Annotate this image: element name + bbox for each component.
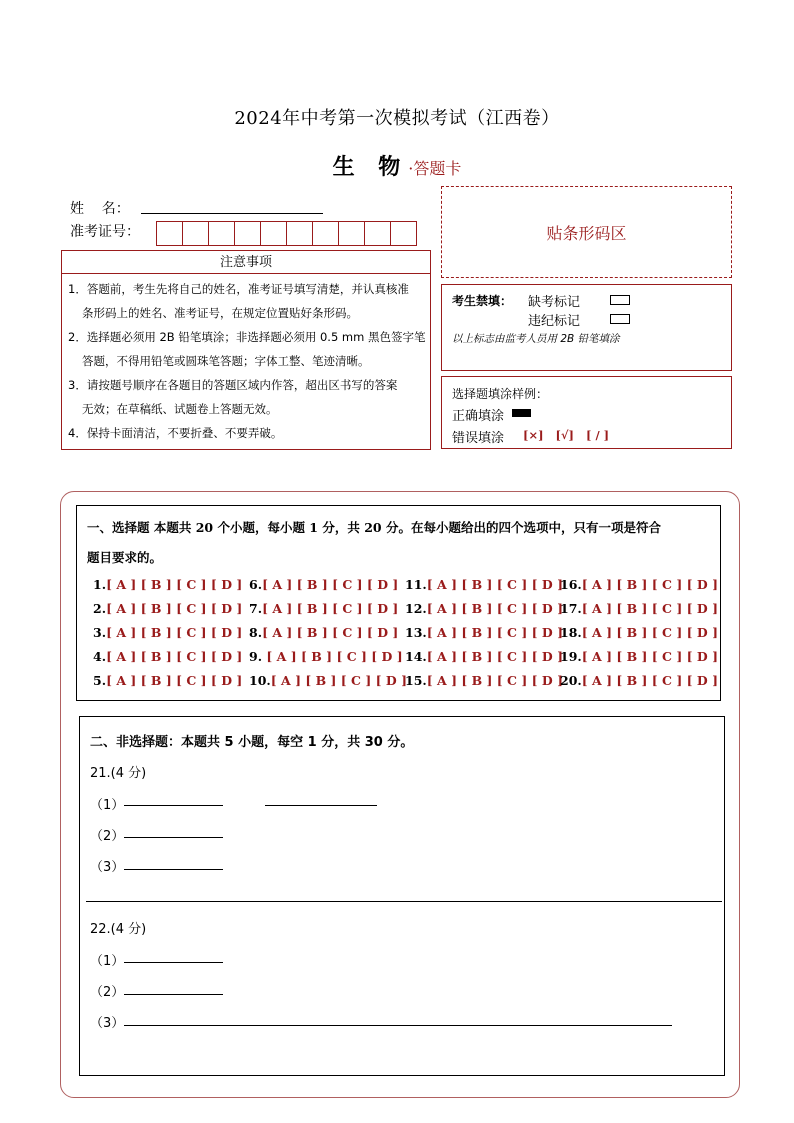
question-number: 8. (249, 625, 263, 640)
answer-options[interactable]: [ A ] [ B ] [ C ] [ D ] (106, 673, 243, 688)
answer-options[interactable]: [ A ] [ B ] [ C ] [ D ] (106, 577, 243, 592)
question-number: 3. (93, 625, 107, 640)
choice-question (560, 601, 718, 616)
choice-question (560, 625, 718, 640)
question-number: 20. (560, 673, 582, 688)
subject-title (0, 150, 794, 181)
page-title: 2024年中考第一次模拟考试（江西卷） (234, 108, 560, 129)
answer-options[interactable]: [ A ] [ B ] [ C ] [ D ] (581, 625, 718, 640)
barcode-area (441, 186, 732, 278)
choice-question (93, 577, 242, 592)
question-number: 11. (405, 577, 427, 592)
q22-answer-line[interactable] (124, 962, 223, 963)
answer-options[interactable]: [ A ] [ B ] [ C ] [ D ] (262, 601, 399, 616)
barcode-label: 贴条形码区 (546, 224, 627, 243)
notice-line: 4．保持卡面清洁，不要折叠、不要弄破。 (68, 426, 283, 440)
answer-options[interactable]: [ A ] [ B ] [ C ] [ D ] (581, 601, 718, 616)
question-number: 5. (93, 673, 107, 688)
proctor-marks-box (441, 284, 732, 371)
choice-question (93, 649, 242, 664)
choice-question (405, 673, 563, 688)
answer-options[interactable]: [ A ] [ B ] [ C ] [ D ] (106, 649, 243, 664)
answer-options[interactable]: [ A ] [ B ] [ C ] [ D ] (106, 601, 243, 616)
q21-answer-line[interactable] (124, 869, 223, 870)
question-number: 19. (560, 649, 582, 664)
q21-label: 21.(4 分) (90, 766, 147, 781)
absent-label: 缺考标记 (528, 295, 581, 310)
answer-options[interactable]: [ A ] [ B ] [ C ] [ D ] (426, 673, 563, 688)
proctor-note: 以上标志由监考人员用 2B 铅笔填涂 (452, 333, 620, 345)
absent-mark-box[interactable] (610, 295, 630, 305)
proctor-label: 考生禁填： (452, 294, 513, 308)
subject-name: 生 物 (332, 154, 409, 180)
choice-question (249, 577, 398, 592)
answer-options[interactable]: [ A ] [ B ] [ C ] [ D ] (106, 625, 243, 640)
choice-question (249, 601, 398, 616)
question-number: 15. (405, 673, 427, 688)
answer-options[interactable]: [ A ] [ B ] [ C ] [ D ] (581, 673, 718, 688)
wrong-mark: [ / ] (586, 428, 610, 442)
choice-question (93, 601, 242, 616)
non-choice-instruction: 二、非选择题：本题共 5 小题，每空 1 分，共 30 分。 (90, 735, 414, 750)
q22-answer-line[interactable] (124, 1025, 672, 1026)
violation-label: 违纪标记 (528, 314, 581, 329)
answer-options[interactable]: [ A ] [ B ] [ C ] [ D ] (262, 577, 399, 592)
id-label: 准考证号： (70, 224, 140, 240)
answer-options[interactable]: [ A ] [ B ] [ C ] [ D ] (581, 577, 718, 592)
answer-options[interactable]: [ A ] [ B ] [ C ] [ D ] (270, 673, 407, 688)
q22-part-label: （3） (90, 1016, 125, 1031)
q22-part-label: （2） (90, 985, 125, 1000)
id-digit-box[interactable] (156, 221, 183, 246)
choice-question (405, 649, 563, 664)
notice-line: 2．选择题必须用 2B 铅笔填涂；非选择题必须用 0.5 mm 黑色签字笔 (68, 330, 426, 344)
q22-answer-line[interactable] (124, 994, 223, 995)
fill-sample-box (441, 376, 732, 449)
answer-options[interactable]: [ A ] [ B ] [ C ] [ D ] (266, 649, 403, 664)
question-number: 17. (560, 601, 582, 616)
answer-options[interactable]: [ A ] [ B ] [ C ] [ D ] (262, 625, 399, 640)
q21-part-label: （3） (90, 860, 125, 875)
notice-line: 3．请按题号顺序在各题目的答题区域内作答，超出区书写的答案 (68, 378, 398, 392)
question-number: 12. (405, 601, 427, 616)
card-label: ·答题卡 (408, 159, 462, 178)
choice-instruction-line2: 题目要求的。 (87, 550, 163, 565)
notice-line: 条形码上的姓名、准考证号，在规定位置贴好条形码。 (82, 306, 358, 320)
choice-question (405, 577, 563, 592)
question-number: 7. (249, 601, 263, 616)
choice-question (93, 673, 242, 688)
sample-title: 选择题填涂样例： (452, 387, 549, 401)
choice-section (76, 505, 721, 701)
notice-line: 1．答题前，考生先将自己的姓名，准考证号填写清楚，并认真核准 (68, 282, 409, 296)
notice-heading (61, 250, 431, 274)
id-digit-box[interactable] (338, 221, 365, 246)
choice-question (249, 673, 407, 688)
answer-options[interactable]: [ A ] [ B ] [ C ] [ D ] (426, 625, 563, 640)
question-number: 13. (405, 625, 427, 640)
question-number: 4. (93, 649, 107, 664)
question-number: 2. (93, 601, 107, 616)
question-number: 1. (93, 577, 107, 592)
q22-label: 22.(4 分) (90, 922, 147, 937)
q21-part-label: （2） (90, 829, 125, 844)
id-digit-box[interactable] (182, 221, 209, 246)
id-digit-box[interactable] (234, 221, 261, 246)
choice-question (93, 625, 242, 640)
q22-part-label: （1） (90, 954, 125, 969)
id-digit-box[interactable] (312, 221, 339, 246)
name-label: 姓 名： (70, 201, 130, 217)
choice-question (249, 625, 398, 640)
question-number: 18. (560, 625, 582, 640)
choice-question (560, 673, 718, 688)
question-divider (86, 901, 722, 902)
non-choice-section (79, 716, 725, 1076)
id-digit-box[interactable] (208, 221, 235, 246)
correct-fill-label: 正确填涂 (452, 409, 505, 424)
q21-answer-line[interactable] (265, 805, 377, 806)
id-number-boxes[interactable] (156, 221, 416, 246)
notice-line: 答题，不得用铅笔或圆珠笔答题；字体工整、笔迹清晰。 (82, 354, 370, 368)
notice-line: 无效；在草稿纸、试题卷上答题无效。 (82, 402, 278, 416)
id-digit-box[interactable] (390, 221, 417, 246)
choice-question (405, 601, 563, 616)
choice-question (405, 625, 563, 640)
question-number: 16. (560, 577, 582, 592)
answer-options[interactable]: [ A ] [ B ] [ C ] [ D ] (581, 649, 718, 664)
choice-instruction-line1: 一、选择题 本题共 20 个小题，每小题 1 分，共 20 分。在每小题给出的四个选项中，只有一项是符合 (87, 520, 661, 535)
wrong-mark: [√] (555, 428, 574, 442)
question-number: 6. (249, 577, 263, 592)
wrong-fill-label: 错误填涂 (452, 431, 505, 446)
notice-heading-text: 注意事项 (219, 255, 272, 270)
correct-fill-sample (512, 409, 531, 417)
question-number: 9. (249, 649, 267, 664)
id-digit-box[interactable] (260, 221, 287, 246)
wrong-mark: [×] (523, 428, 544, 442)
q21-part-label: （1） (90, 798, 125, 813)
id-digit-box[interactable] (286, 221, 313, 246)
wrong-fill-samples (523, 428, 609, 442)
answer-options[interactable]: [ A ] [ B ] [ C ] [ D ] (426, 577, 563, 592)
q21-answer-line[interactable] (124, 805, 223, 806)
notice-box (61, 273, 431, 450)
name-field[interactable] (141, 213, 323, 214)
choice-question (560, 649, 718, 664)
answer-options[interactable]: [ A ] [ B ] [ C ] [ D ] (426, 601, 563, 616)
question-number: 10. (249, 673, 271, 688)
answer-options[interactable]: [ A ] [ B ] [ C ] [ D ] (426, 649, 563, 664)
choice-question (560, 577, 718, 592)
choice-question (249, 649, 403, 664)
violation-mark-box[interactable] (610, 314, 630, 324)
q21-answer-line[interactable] (124, 837, 223, 838)
question-number: 14. (405, 649, 427, 664)
id-digit-box[interactable] (364, 221, 391, 246)
